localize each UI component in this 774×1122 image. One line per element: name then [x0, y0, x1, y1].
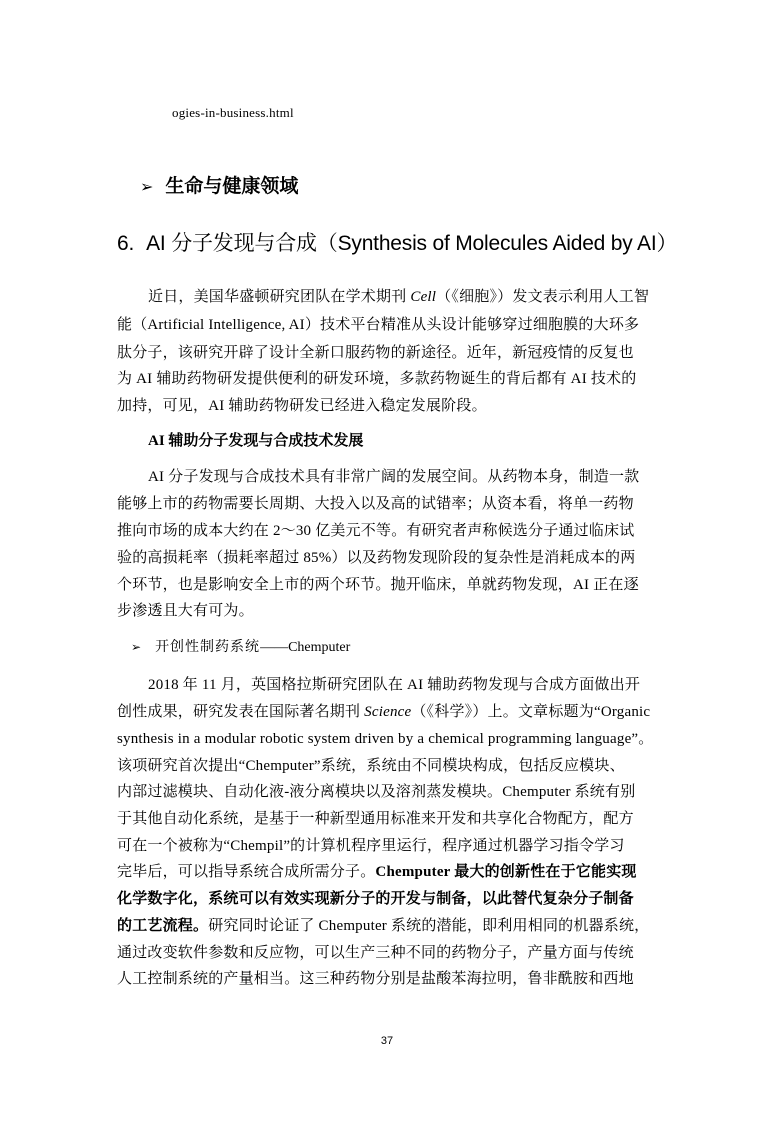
sub-bullet-title-latin: ——Chemputer	[260, 640, 351, 655]
paragraph-line: 人工控制系统的产量相当。这三种药物分别是盐酸苯海拉明，鲁非酰胺和西地	[117, 971, 634, 987]
paragraph-line: 步渗透且大有可为。	[117, 603, 254, 619]
paragraph-line	[117, 862, 637, 882]
paragraph-line: AI 分子发现与合成技术具有非常广阔的发展空间。从药物本身，制造一款	[148, 469, 640, 485]
text-span: （《科学》）上。文章标题为“Organic	[411, 704, 651, 720]
paragraph-line: 可在一个被称为“Chempil”的计算机程序里运行，程序通过机器学习指令学习	[117, 838, 625, 854]
paragraph-line: 内部过滤模块、自动化液-液分离模块以及溶剂蒸发模块。Chemputer 系统有别	[117, 784, 636, 800]
paragraph-line	[148, 287, 649, 307]
text-span: 创性成果，研究发表在国际著名期刊	[117, 704, 365, 720]
paragraph-line: 肽分子，该研究开辟了设计全新口服药物的新途径。近年，新冠疫情的反复也	[117, 345, 634, 361]
paragraph-line: 推向市场的成本大约在 2～30 亿美元不等。有研究者声称候选分子通过临床试	[117, 523, 635, 539]
paragraph-line: 加持，可见，AI 辅助药物研发已经进入稳定发展阶段。	[117, 398, 487, 414]
paragraph-line: 能够上市的药物需要长周期、大投入以及高的试错率；从资本看，将单一药物	[117, 496, 634, 512]
paragraph-line: 个环节，也是影响安全上市的两个环节。抛开临床，单就药物发现，AI 正在逐	[117, 577, 639, 593]
text-span: 近日，美国华盛顿研究团队在学术期刊	[148, 289, 411, 305]
paragraph-line: 通过改变软件参数和反应物，可以生产三种不同的药物分子，产量方面与传统	[117, 945, 634, 961]
emphasis-text: Chemputer 最大的创新性在于它能实现	[375, 864, 637, 880]
section-heading	[117, 229, 677, 259]
text-span: 完毕后，可以指导系统合成所需分子。	[117, 864, 376, 880]
journal-name: Cell	[410, 289, 437, 305]
text-span: 研究同时论证了 Chemputer 系统的潜能，即利用相同的机器系统，	[208, 918, 650, 934]
sub-bullet-title: 开创性制药系统	[155, 639, 261, 655]
page-number: 37	[380, 1035, 394, 1047]
paragraph-line: 2018 年 11 月，英国格拉斯研究团队在 AI 辅助药物发现与合成方面做出开	[148, 677, 641, 693]
sub-bullet	[131, 637, 350, 658]
paragraph-line	[117, 702, 650, 722]
subheading: AI 辅助分子发现与合成技术发展	[148, 433, 364, 449]
bullet-heading	[140, 175, 298, 199]
paragraph-line-emphasis: 化学数字化，系统可以有效实现新分子的开发与制备，以此替代复杂分子制备	[117, 891, 634, 907]
paragraph-line: 该项研究首次提出“Chemputer”系统，系统由不同模块构成，包括反应模块、	[117, 758, 625, 774]
paragraph-line: 为 AI 辅助药物研发提供便利的研发环境，多款药物诞生的背后都有 AI 技术的	[117, 371, 637, 387]
paragraph-line	[117, 916, 649, 936]
arrow-bullet-icon: ➢	[140, 177, 154, 196]
paragraph-line: synthesis in a modular robotic system driven by a chemical programming language”。	[117, 731, 654, 747]
journal-name: Science	[364, 704, 412, 720]
paragraph-line: 于其他自动化系统，是基于一种新型通用标准来开发和共享化合物配方，配方	[117, 811, 634, 827]
bullet-heading-text: 生命与健康领域	[165, 176, 299, 197]
paragraph-line: 验的高损耗率（损耗率超过 85%）以及药物发现阶段的复杂性是消耗成本的两	[117, 550, 636, 566]
emphasis-text: 的工艺流程。	[117, 918, 209, 934]
arrow-bullet-icon: ➢	[131, 640, 142, 654]
section-number: 6.	[117, 232, 135, 255]
section-title: AI 分子发现与合成（Synthesis of Molecules Aided by AI）	[146, 232, 678, 255]
text-span: （《细胞》）发文表示利用人工智	[436, 289, 650, 305]
paragraph-line: 能（Artificial Intelligence, AI）技术平台精准从头设计能够穿过细胞膜的大环多	[117, 317, 640, 333]
url-fragment: ogies-in-business.html	[172, 105, 294, 120]
